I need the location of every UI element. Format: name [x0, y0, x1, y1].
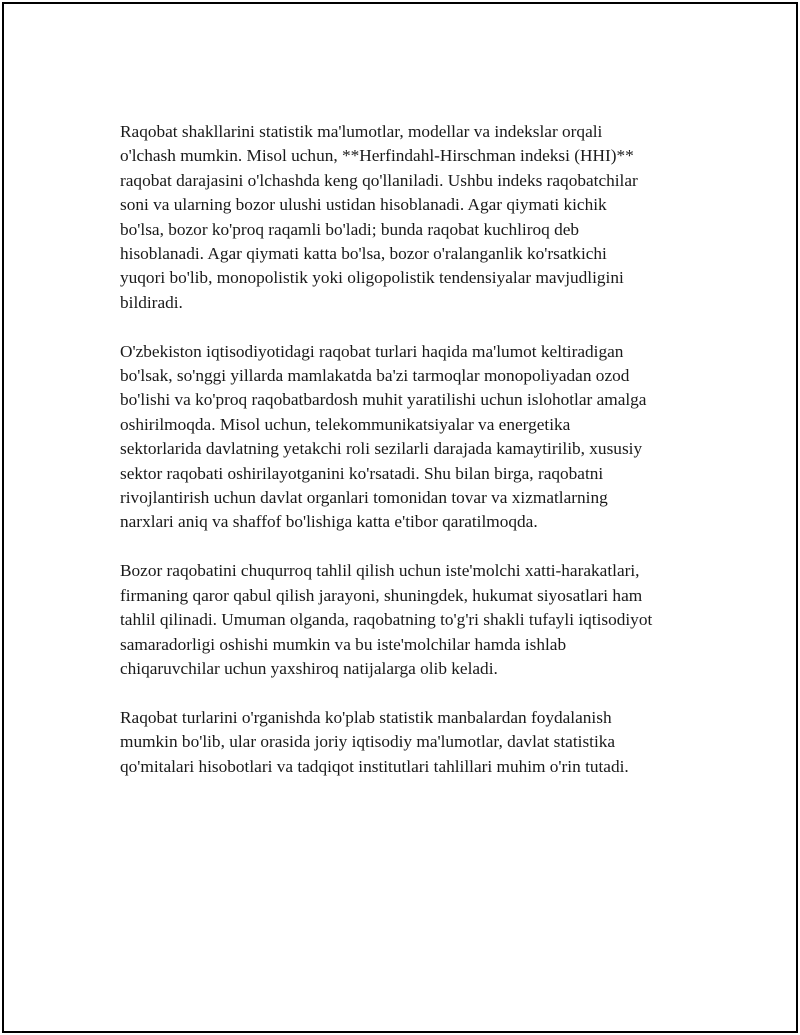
text-line: sektorlarida davlatning yetakchi roli sezilarli darajada kamaytirilib, xususiy — [120, 439, 643, 459]
document-body — [120, 120, 692, 803]
text-line: rivojlantirish uchun davlat organlari tomonidan tovar va xizmatlarning — [120, 488, 608, 508]
text-line: tahlil qilinadi. Umuman olganda, raqobatning to'g'ri shakli tufayli iqtisodiyot — [120, 610, 653, 630]
paragraph-sources — [120, 706, 692, 779]
text-line: O'zbekiston iqtisodiyotidagi raqobat turlari haqida ma'lumot keltiradigan — [120, 341, 624, 361]
text-line: hisoblanadi. Agar qiymati katta bo'lsa, bozor o'ralanganlik ko'rsatkichi — [120, 244, 607, 264]
text-line: samaradorligi oshishi mumkin va bu iste'molchilar hamda ishlab — [120, 634, 567, 654]
text-line: bo'lsa, bozor ko'proq raqamli bo'ladi; bunda raqobat kuchliroq deb — [120, 219, 580, 239]
text-line: raqobat darajasini o'lchashda keng qo'llaniladi. Ushbu indeks raqobatchilar — [120, 170, 638, 190]
text-line: mumkin bo'lib, ular orasida joriy iqtisodiy ma'lumotlar, davlat statistika — [120, 732, 616, 752]
text-line: soni va ularning bozor ulushi ustidan hisoblanadi. Agar qiymati kichik — [120, 195, 607, 215]
text-line: Raqobat shakllarini statistik ma'lumotlar, modellar va indekslar orqali — [120, 122, 603, 141]
text-line: qo'mitalari hisobotlari va tadqiqot institutlari tahlillari muhim o'rin tutadi. — [120, 756, 629, 776]
text-line: Bozor raqobatini chuqurroq tahlil qilish uchun iste'molchi xatti-harakatlari, — [120, 561, 640, 581]
text-line: sektor raqobati oshirilayotganini ko'rsatadi. Shu bilan birga, raqobatni — [120, 463, 604, 483]
text-line: o'lchash mumkin. Misol uchun, **Herfindahl-Hirschman indeksi (HHI)** — [120, 146, 634, 166]
paragraph-uzbekistan — [120, 340, 692, 535]
text-line: yuqori bo'lib, monopolistik yoki oligopolistik tendensiyalar mavjudligini — [120, 268, 624, 288]
document-page — [2, 2, 798, 1033]
text-line: bo'lishi va ko'proq raqobatbardosh muhit yaratilishi uchun islohotlar amalga — [120, 390, 647, 410]
text-line: Raqobat turlarini o'rganishda ko'plab statistik manbalardan foydalanish — [120, 707, 612, 727]
text-line: oshirilmoqda. Misol uchun, telekommunikatsiyalar va energetika — [120, 414, 571, 434]
paragraph-analysis — [120, 559, 692, 681]
paragraph-hhi — [120, 120, 692, 315]
text-line: chiqaruvchilar uchun yaxshiroq natijalarga olib keladi. — [120, 658, 498, 678]
text-line: bildiradi. — [120, 292, 183, 312]
text-line: narxlari aniq va shaffof bo'lishiga katta e'tibor qaratilmoqda. — [120, 512, 538, 532]
text-line: bo'lsak, so'nggi yillarda mamlakatda ba'zi tarmoqlar monopoliyadan ozod — [120, 366, 630, 386]
text-line: firmaning qaror qabul qilish jarayoni, shuningdek, hukumat siyosatlari ham — [120, 585, 643, 605]
